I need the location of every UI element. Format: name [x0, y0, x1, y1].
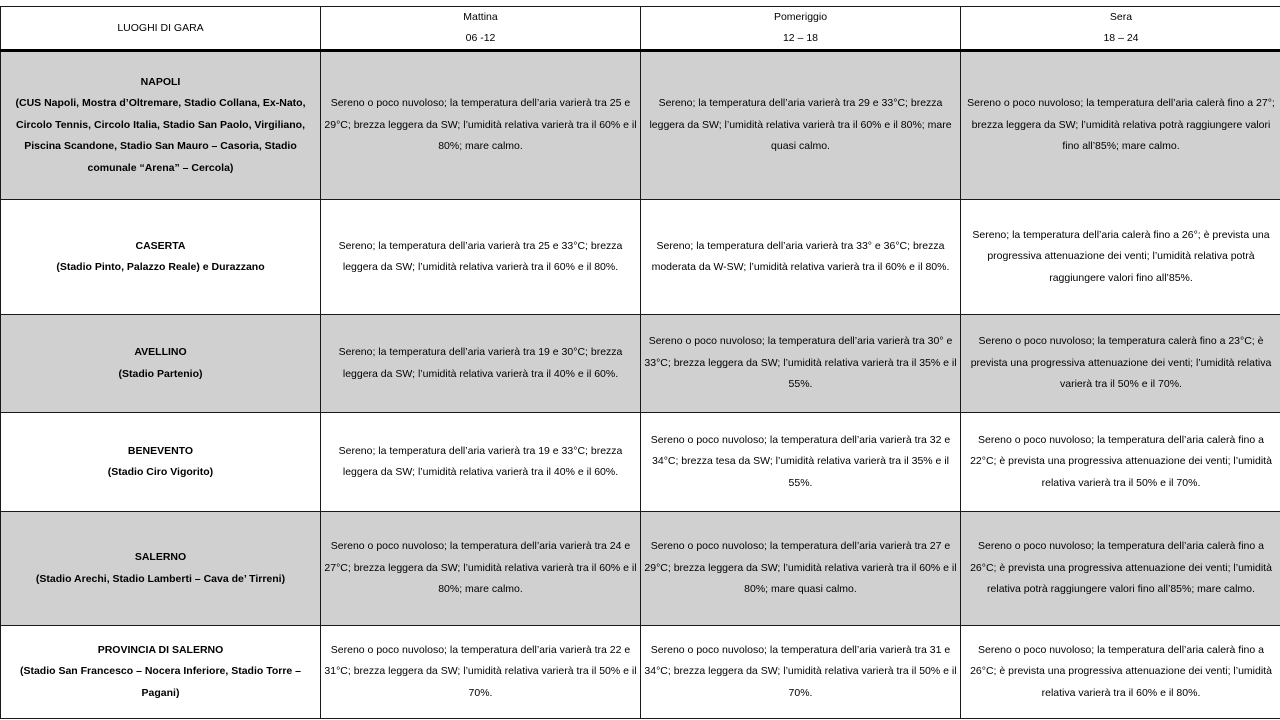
place-venues: (Stadio Pinto, Palazzo Reale) e Durazzano: [56, 261, 265, 273]
morning-forecast: Sereno; la temperatura dell’aria varierà tra 19 e 33°C; brezza leggera da SW; l’umidità relativa varierà tra il 40% e il 60%.: [321, 413, 641, 512]
period-hours: 06 -12: [465, 32, 496, 44]
afternoon-forecast: Sereno o poco nuvoloso; la temperatura dell’aria varierà tra 30° e 33°C; brezza leggera da SW; l’umidità relativa varierà tra il 35% e il 55%.: [641, 315, 961, 413]
place-name: SALERNO: [134, 551, 187, 563]
evening-forecast: Sereno o poco nuvoloso; la temperatura calerà fino a 23°C; è prevista una progressiva attenuazione dei venti; l’umidità relativa varierà tra il 50% e il 70%.: [961, 315, 1280, 413]
place-column-header: LUOGHI DI GARA: [1, 7, 321, 51]
place-name: PROVINCIA DI SALERNO: [97, 643, 224, 656]
evening-forecast: Sereno o poco nuvoloso; la temperatura dell’aria calerà fino a 26°C; è prevista una progressiva attenuazione dei venti; l’umidità relativa varierà tra il 60% e il 80%.: [961, 626, 1280, 719]
place-venues: (Stadio Partenio): [118, 367, 203, 380]
afternoon-forecast: Sereno o poco nuvoloso; la temperatura dell’aria varierà tra 32 e 34°C; brezza tesa da SW; l’umidità relativa varierà tra il 35% e il 55%.: [641, 413, 961, 512]
period-hours: 12 – 18: [782, 32, 819, 44]
place-venues: (Stadio Arechi, Stadio Lamberti – Cava de’ Tirreni): [35, 572, 286, 585]
place-cell: [1, 51, 321, 200]
morning-forecast: Sereno o poco nuvoloso; la temperatura dell’aria varierà tra 25 e 29°C; brezza leggera da SW; l’umidità relativa varierà tra il 60% e il 80%; mare calmo.: [321, 51, 641, 200]
forecast-table: [0, 6, 1280, 719]
place-cell: [1, 512, 321, 626]
place-cell: [1, 626, 321, 719]
morning-column-header: [321, 7, 641, 51]
afternoon-column-header: [641, 7, 961, 51]
period-hours: 18 – 24: [1103, 32, 1139, 44]
place-cell: [1, 200, 321, 315]
afternoon-forecast: Sereno o poco nuvoloso; la temperatura dell’aria varierà tra 27 e 29°C; brezza leggera da SW; l’umidità relativa varierà tra il 60% e il 80%; mare quasi calmo.: [641, 512, 961, 626]
evening-forecast: Sereno o poco nuvoloso; la temperatura dell’aria calerà fino a 27°; brezza leggera da SW; l’umidità relativa potrà raggiungere valori fino all’85%; mare calmo.: [961, 51, 1280, 200]
period-name: Sera: [1109, 11, 1133, 23]
morning-forecast: Sereno o poco nuvoloso; la temperatura dell’aria varierà tra 22 e 31°C; brezza leggera da SW; l’umidità relativa varierà tra il 50% e il 70%.: [321, 626, 641, 719]
forecast-sheet: [0, 6, 1280, 720]
morning-forecast: Sereno o poco nuvoloso; la temperatura dell’aria varierà tra 24 e 27°C; brezza leggera da SW; l’umidità relativa varierà tra il 60% e il 80%; mare calmo.: [321, 512, 641, 626]
place-venues: (Stadio Ciro Vigorito): [107, 466, 214, 478]
place-name: AVELLINO: [134, 346, 187, 358]
morning-forecast: Sereno; la temperatura dell’aria varierà tra 25 e 33°C; brezza leggera da SW; l’umidità relativa varierà tra il 60% e il 80%.: [321, 200, 641, 315]
period-name: Mattina: [463, 11, 498, 23]
afternoon-forecast: Sereno; la temperatura dell’aria varierà tra 29 e 33°C; brezza leggera da SW; l’umidità relativa varierà tra il 60% e il 80%; mare quasi calmo.: [641, 51, 961, 200]
evening-forecast: Sereno o poco nuvoloso; la temperatura dell’aria calerà fino a 26°C; è prevista una progressiva attenuazione dei venti; l’umidità relativa potrà raggiungere valori fino all’85%; mare calmo.: [961, 512, 1280, 626]
table-row: [1, 626, 1280, 719]
afternoon-forecast: Sereno; la temperatura dell’aria varierà tra 33° e 36°C; brezza moderata da W-SW; l’umidità relativa varierà tra il 60% e il 80%.: [641, 200, 961, 315]
evening-forecast: Sereno; la temperatura dell’aria calerà fino a 26°; è prevista una progressiva attenuazione dei venti; l’umidità relativa potrà raggiungere valori fino all’85%.: [961, 200, 1280, 315]
table-row: [1, 200, 1280, 315]
place-name: NAPOLI: [140, 75, 181, 88]
morning-forecast: Sereno; la temperatura dell’aria varierà tra 19 e 30°C; brezza leggera da SW; l’umidità relativa varierà tra il 40% e il 60%.: [321, 315, 641, 413]
place-venues: (CUS Napoli, Mostra d’Oltremare, Stadio Collana, Ex-Nato, Circolo Tennis, Circolo Italia, Stadio San Paolo, Virgiliano, Piscina Scandone, Stadio San Mauro – Casoria, Stadio comunale “Arena” – Cercola): [15, 97, 306, 174]
table-row: [1, 315, 1280, 413]
place-name: BENEVENTO: [127, 444, 194, 457]
afternoon-forecast: Sereno o poco nuvoloso; la temperatura dell’aria varierà tra 31 e 34°C; brezza leggera da SW; l’umidità relativa varierà tra il 50% e il 70%.: [641, 626, 961, 719]
evening-forecast: Sereno o poco nuvoloso; la temperatura dell’aria calerà fino a 22°C; è prevista una progressiva attenuazione dei venti; l’umidità relativa varierà tra il 50% e il 70%.: [961, 413, 1280, 512]
place-cell: [1, 315, 321, 413]
table-row: [1, 51, 1280, 200]
period-name: Pomeriggio: [773, 11, 828, 23]
place-venues: (Stadio San Francesco – Nocera Inferiore, Stadio Torre – Pagani): [19, 665, 302, 699]
place-name: CASERTA: [135, 239, 186, 252]
header-row: [1, 7, 1280, 51]
place-cell: [1, 413, 321, 512]
evening-column-header: [961, 7, 1280, 51]
table-row: [1, 413, 1280, 512]
table-row: [1, 512, 1280, 626]
